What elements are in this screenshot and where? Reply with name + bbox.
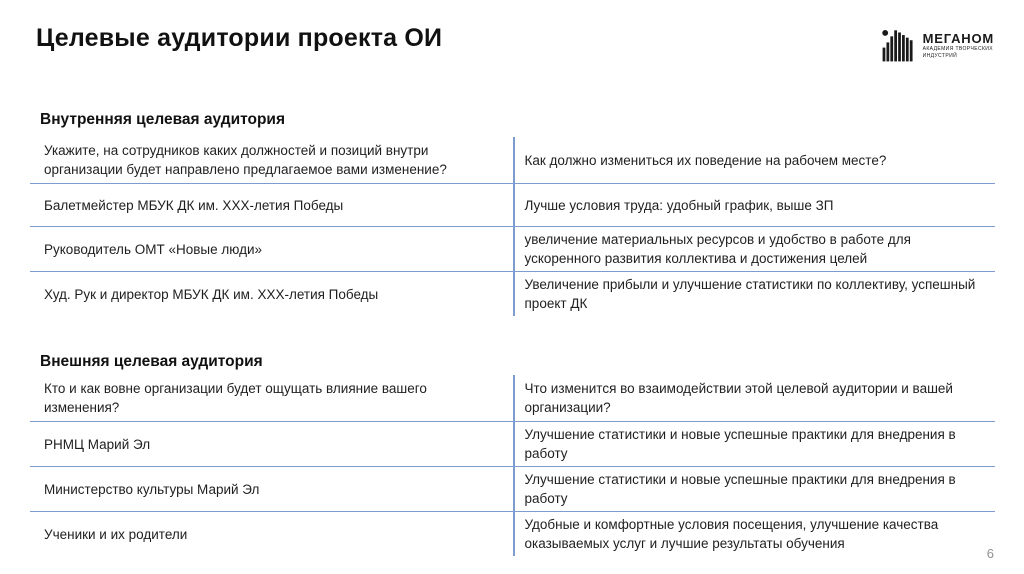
logo-name: МЕГАНОМ (922, 30, 994, 46)
table-row (30, 227, 995, 272)
table-cell: Улучшение статистики и новые успешные практики для внедрения в работу (513, 422, 996, 466)
slide-header (0, 0, 1024, 64)
table-row (30, 467, 995, 512)
page-title: Целевые аудитории проекта ОИ (36, 24, 443, 52)
external-audience-table (30, 375, 995, 556)
table-cell: Министерство культуры Марий Эл (44, 481, 260, 497)
table-row (30, 272, 995, 316)
table-header-row (30, 375, 995, 422)
table-cell: Ученики и их родители (44, 526, 188, 542)
table-cell: Худ. Рук и директор МБУК ДК им. ХХХ-летия Победы (44, 286, 379, 302)
meganom-logo (880, 26, 994, 64)
table-row (30, 422, 995, 467)
section-heading-internal: Внутренняя целевая аудитория (40, 111, 285, 128)
table-cell: РНМЦ Марий Эл (44, 436, 151, 452)
column-header: Как должно измениться их поведение на рабочем месте? (513, 137, 996, 183)
logo-subtitle-line2: ИНДУСТРИЙ (922, 52, 958, 59)
column-header: Что изменится во взаимодействии этой целевой аудитории и вашей организации? (513, 375, 996, 421)
section-heading-external: Внешняя целевая аудитория (40, 353, 263, 370)
table-cell: Руководитель ОМТ «Новые люди» (44, 241, 262, 257)
table-header-row (30, 137, 995, 184)
table-cell: увеличение материальных ресурсов и удобство в работе для ускоренного развития коллектива и достижения целей (513, 227, 996, 271)
table-row (30, 184, 995, 227)
column-header: Укажите, на сотрудников каких должностей и позиций внутри организации будет направлено предлагаемое вами изменение? (44, 143, 447, 177)
mountain-logo-icon (880, 26, 918, 64)
logo-subtitle-line1: АКАДЕМИЯ ТВОРЧЕСКИХ (922, 45, 994, 52)
table-row (30, 512, 995, 556)
table-cell: Улучшение статистики и новые успешные практики для внедрения в работу (513, 467, 996, 511)
page-number: 6 (986, 546, 994, 561)
internal-audience-table (30, 137, 995, 316)
table-cell: Удобные и комфортные условия посещения, улучшение качества оказываемых услуг и лучшие результаты обучения (513, 512, 996, 556)
logo-text (923, 32, 994, 59)
table-cell: Балетмейстер МБУК ДК им. ХХХ-летия Победы (44, 197, 344, 213)
column-header: Кто и как вовне организации будет ощущать влияние вашего изменения? (44, 381, 427, 415)
table-cell: Увеличение прибыли и улучшение статистики по коллективу, успешный проект ДК (513, 272, 996, 316)
table-cell: Лучше условия труда: удобный график, выше ЗП (513, 184, 996, 226)
